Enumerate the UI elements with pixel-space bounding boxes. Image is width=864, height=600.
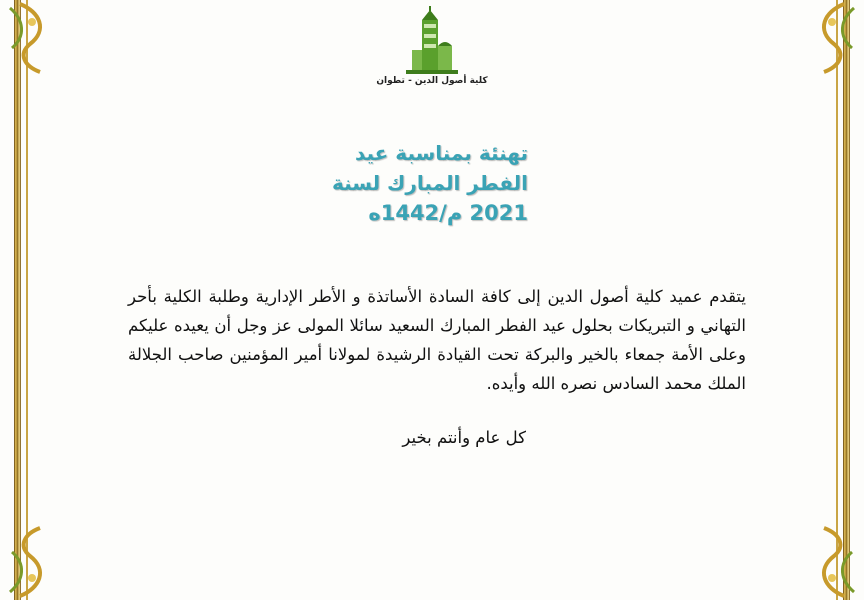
- corner-ornament-icon: [810, 0, 864, 78]
- corner-ornament-icon: [0, 522, 54, 600]
- left-ornamental-border: [0, 0, 60, 600]
- title-line-1: تهنئة بمناسبة عيد: [354, 141, 528, 165]
- greeting-paragraph: يتقدم عميد كلية أصول الدين إلى كافة السادة الأساتذة و الأطر الإدارية وطلبة الكلية بأحر التهاني و التبريكات بحلول عيد الفطر المبارك السعيد سائلا المولى عز وجل أن يعيده عليكم وعلى الأمة جمعاء بالخير والبركة تحت القيادة الرشيدة لمولانا أمير المؤمنين صاحب الجلالة الملك محمد السادس نصره الله وأيده.: [128, 287, 746, 393]
- corner-ornament-icon: [810, 522, 864, 600]
- closing-line: كل عام وأنتم بخير: [402, 428, 526, 447]
- title-line-2: الفطر المبارك لسنة: [331, 171, 528, 195]
- greeting-title: [300, 138, 528, 228]
- title-line-3: 2021 م/1442ه: [368, 201, 528, 225]
- right-ornamental-border: [804, 0, 864, 600]
- corner-ornament-icon: [0, 0, 54, 78]
- faculty-caption: كلية أصول الدين - تطوان: [376, 76, 488, 86]
- minaret-logo-icon: [404, 6, 460, 76]
